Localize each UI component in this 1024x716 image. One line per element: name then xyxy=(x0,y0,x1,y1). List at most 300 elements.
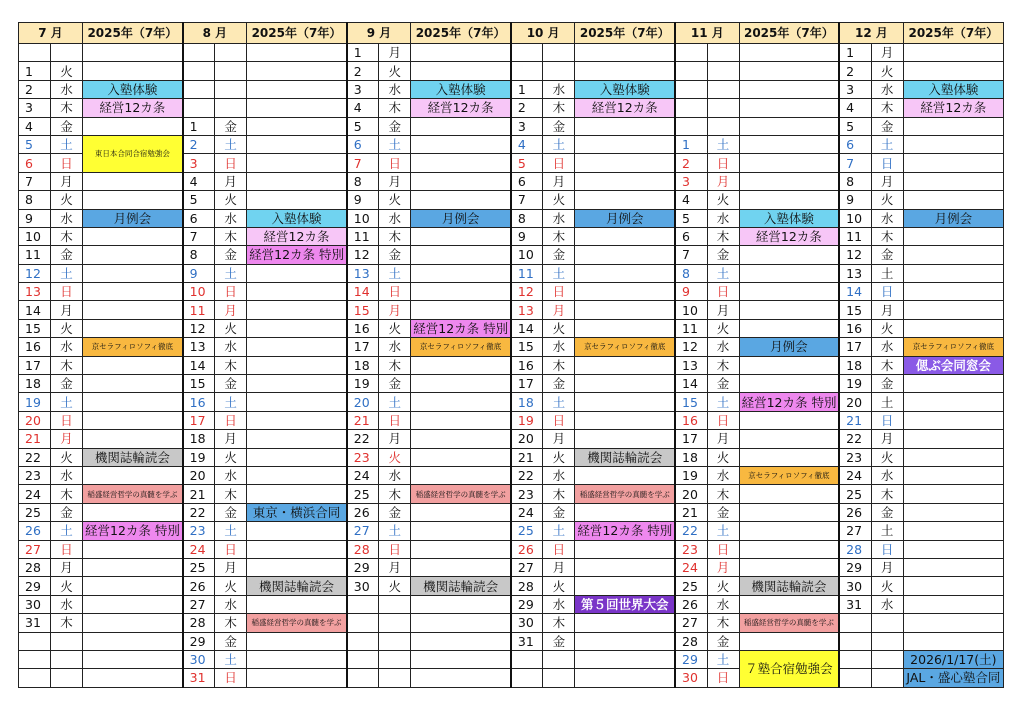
event-cell: 月例会 xyxy=(575,209,675,227)
calendar-row xyxy=(19,614,1004,632)
day-number: 19 xyxy=(511,411,543,429)
day-number: 18 xyxy=(183,430,215,448)
empty-cell xyxy=(83,246,183,264)
day-number: 15 xyxy=(19,319,51,337)
calendar-row xyxy=(19,209,1004,227)
empty-cell xyxy=(411,503,511,521)
empty-cell xyxy=(903,319,1003,337)
day-number: 2 xyxy=(675,154,707,172)
day-number: 28 xyxy=(19,558,51,576)
weekday: 木 xyxy=(543,485,575,503)
event-cell: 機関誌輪読会 xyxy=(575,448,675,466)
weekday: 水 xyxy=(543,80,575,98)
weekday: 火 xyxy=(379,448,411,466)
day-number xyxy=(839,632,871,650)
empty-cell xyxy=(83,191,183,209)
empty-cell xyxy=(739,503,839,521)
day-number: 7 xyxy=(19,172,51,190)
empty-cell xyxy=(411,650,511,668)
day-number xyxy=(511,669,543,687)
weekday: 木 xyxy=(871,99,903,117)
calendar-row xyxy=(19,172,1004,190)
day-number: 22 xyxy=(183,503,215,521)
day-number: 16 xyxy=(511,356,543,374)
weekday: 土 xyxy=(543,135,575,153)
weekday: 金 xyxy=(871,503,903,521)
day-number: 10 xyxy=(183,283,215,301)
day-number: 19 xyxy=(675,466,707,484)
weekday: 火 xyxy=(51,448,83,466)
weekday: 土 xyxy=(51,264,83,282)
day-number: 2 xyxy=(839,62,871,80)
event-cell: 稲盛経営哲学の真髄を学ぶ xyxy=(739,614,839,632)
event-cell: 入塾体験 xyxy=(575,80,675,98)
empty-cell xyxy=(575,614,675,632)
day-number: 15 xyxy=(347,301,379,319)
weekday: 日 xyxy=(379,283,411,301)
day-number: 18 xyxy=(347,356,379,374)
empty-cell xyxy=(903,558,1003,576)
empty-cell xyxy=(903,577,1003,595)
calendar-row xyxy=(19,669,1004,687)
calendar-row xyxy=(19,558,1004,576)
weekday: 土 xyxy=(543,393,575,411)
day-number xyxy=(511,44,543,62)
calendar-row xyxy=(19,411,1004,429)
empty-cell xyxy=(247,522,347,540)
event-cell: 東京・横浜合同 xyxy=(247,503,347,521)
day-number: 6 xyxy=(675,227,707,245)
empty-cell xyxy=(903,393,1003,411)
weekday: 水 xyxy=(379,80,411,98)
weekday: 火 xyxy=(543,191,575,209)
day-number: 23 xyxy=(675,540,707,558)
day-number: 25 xyxy=(19,503,51,521)
day-number xyxy=(511,62,543,80)
weekday: 火 xyxy=(379,62,411,80)
day-number: 20 xyxy=(839,393,871,411)
day-number: 11 xyxy=(839,227,871,245)
calendar-row xyxy=(19,117,1004,135)
empty-cell xyxy=(739,246,839,264)
weekday: 日 xyxy=(871,411,903,429)
day-number: 22 xyxy=(347,430,379,448)
day-number: 22 xyxy=(19,448,51,466)
weekday: 木 xyxy=(215,356,247,374)
event-cell: 経営12カ条 特別 xyxy=(739,393,839,411)
day-number: 4 xyxy=(183,172,215,190)
day-number: 8 xyxy=(511,209,543,227)
day-number: 1 xyxy=(675,135,707,153)
weekday: 火 xyxy=(871,577,903,595)
event-cell: 経営12カ条 特別 xyxy=(575,522,675,540)
day-number: 19 xyxy=(19,393,51,411)
event-cell: 月例会 xyxy=(739,338,839,356)
weekday: 火 xyxy=(707,191,739,209)
weekday: 日 xyxy=(871,154,903,172)
day-number xyxy=(183,62,215,80)
empty-cell xyxy=(903,246,1003,264)
day-number: 1 xyxy=(347,44,379,62)
day-number: 11 xyxy=(511,264,543,282)
weekday: 金 xyxy=(379,503,411,521)
empty-cell xyxy=(411,393,511,411)
weekday: 金 xyxy=(543,503,575,521)
weekday: 月 xyxy=(379,172,411,190)
weekday: 土 xyxy=(51,522,83,540)
weekday: 金 xyxy=(871,117,903,135)
weekday: 日 xyxy=(707,669,739,687)
weekday: 日 xyxy=(215,669,247,687)
calendar-row xyxy=(19,227,1004,245)
day-number: 26 xyxy=(675,595,707,613)
event-cell: 京セラフィロソフィ徹底 xyxy=(739,466,839,484)
empty-cell xyxy=(903,522,1003,540)
day-number: 31 xyxy=(183,669,215,687)
day-number: 11 xyxy=(183,301,215,319)
day-number: 6 xyxy=(183,209,215,227)
weekday xyxy=(707,44,739,62)
weekday: 火 xyxy=(51,319,83,337)
empty-cell xyxy=(575,375,675,393)
day-number: 13 xyxy=(183,338,215,356)
day-number: 14 xyxy=(19,301,51,319)
empty-cell xyxy=(575,117,675,135)
month-label: 10 月 xyxy=(511,23,575,44)
day-number xyxy=(511,650,543,668)
empty-cell xyxy=(247,448,347,466)
day-number: 3 xyxy=(347,80,379,98)
empty-cell xyxy=(247,558,347,576)
empty-cell xyxy=(411,117,511,135)
weekday: 月 xyxy=(543,558,575,576)
empty-cell xyxy=(411,614,511,632)
empty-cell xyxy=(247,80,347,98)
day-number: 29 xyxy=(511,595,543,613)
day-number: 3 xyxy=(183,154,215,172)
weekday: 月 xyxy=(215,430,247,448)
weekday: 月 xyxy=(379,44,411,62)
empty-cell xyxy=(903,411,1003,429)
day-number: 12 xyxy=(19,264,51,282)
empty-cell xyxy=(575,191,675,209)
empty-cell xyxy=(247,338,347,356)
weekday: 日 xyxy=(51,283,83,301)
day-number: 31 xyxy=(19,614,51,632)
empty-cell xyxy=(575,393,675,411)
empty-cell xyxy=(247,669,347,687)
calendar-row xyxy=(19,44,1004,62)
weekday: 土 xyxy=(379,393,411,411)
calendar-row xyxy=(19,246,1004,264)
weekday: 火 xyxy=(215,319,247,337)
day-number: 21 xyxy=(675,503,707,521)
calendar-row xyxy=(19,191,1004,209)
day-number xyxy=(19,669,51,687)
weekday: 火 xyxy=(379,319,411,337)
empty-cell xyxy=(575,44,675,62)
calendar-row xyxy=(19,356,1004,374)
empty-cell xyxy=(83,44,183,62)
weekday: 日 xyxy=(215,411,247,429)
empty-cell xyxy=(903,227,1003,245)
event-cell: 経営12カ条 特別 xyxy=(83,522,183,540)
day-number: 26 xyxy=(347,503,379,521)
empty-cell xyxy=(575,135,675,153)
day-number: 26 xyxy=(19,522,51,540)
empty-cell xyxy=(411,375,511,393)
weekday: 日 xyxy=(379,411,411,429)
weekday: 土 xyxy=(707,393,739,411)
weekday: 土 xyxy=(379,135,411,153)
empty-cell xyxy=(903,154,1003,172)
weekday: 土 xyxy=(215,135,247,153)
day-number: 27 xyxy=(675,614,707,632)
day-number xyxy=(183,80,215,98)
day-number: 18 xyxy=(19,375,51,393)
calendar-row xyxy=(19,540,1004,558)
day-number: 20 xyxy=(511,430,543,448)
empty-cell xyxy=(247,485,347,503)
year-label: 2025年（7年） xyxy=(739,23,839,44)
empty-cell xyxy=(83,319,183,337)
weekday xyxy=(871,614,903,632)
weekday: 月 xyxy=(51,301,83,319)
weekday: 金 xyxy=(543,117,575,135)
empty-cell xyxy=(739,632,839,650)
day-number xyxy=(347,595,379,613)
weekday: 木 xyxy=(215,485,247,503)
calendar-row xyxy=(19,375,1004,393)
day-number: 28 xyxy=(347,540,379,558)
day-number: 27 xyxy=(183,595,215,613)
day-number: 22 xyxy=(839,430,871,448)
day-number: 17 xyxy=(511,375,543,393)
day-number: 30 xyxy=(839,577,871,595)
day-number: 6 xyxy=(19,154,51,172)
day-number: 9 xyxy=(183,264,215,282)
year-label: 2025年（7年） xyxy=(247,23,347,44)
empty-cell xyxy=(411,540,511,558)
event-cell: 東日本合同合宿勉強会 xyxy=(83,135,183,172)
empty-cell xyxy=(83,264,183,282)
weekday xyxy=(707,80,739,98)
empty-cell xyxy=(83,430,183,448)
empty-cell xyxy=(247,99,347,117)
event-cell: 京セラフィロソフィ徹底 xyxy=(903,338,1003,356)
empty-cell xyxy=(575,283,675,301)
day-number: 29 xyxy=(183,632,215,650)
weekday: 月 xyxy=(871,430,903,448)
empty-cell xyxy=(903,44,1003,62)
weekday: 土 xyxy=(871,522,903,540)
weekday: 土 xyxy=(51,135,83,153)
calendar-row xyxy=(19,62,1004,80)
weekday: 月 xyxy=(379,558,411,576)
weekday: 火 xyxy=(543,577,575,595)
day-number: 12 xyxy=(183,319,215,337)
empty-cell xyxy=(83,301,183,319)
day-number: 16 xyxy=(839,319,871,337)
empty-cell xyxy=(739,595,839,613)
empty-cell xyxy=(903,503,1003,521)
event-cell: 月例会 xyxy=(83,209,183,227)
day-number: 23 xyxy=(347,448,379,466)
weekday: 木 xyxy=(51,614,83,632)
day-number: 7 xyxy=(675,246,707,264)
day-number: 18 xyxy=(675,448,707,466)
day-number: 19 xyxy=(183,448,215,466)
empty-cell xyxy=(247,375,347,393)
weekday xyxy=(215,62,247,80)
weekday: 木 xyxy=(871,356,903,374)
event-cell: 経営12カ条 xyxy=(247,227,347,245)
weekday xyxy=(51,44,83,62)
empty-cell xyxy=(575,319,675,337)
weekday: 金 xyxy=(707,246,739,264)
weekday: 木 xyxy=(871,227,903,245)
day-number: 12 xyxy=(511,283,543,301)
empty-cell xyxy=(739,172,839,190)
empty-cell xyxy=(83,503,183,521)
year-label: 2025年（7年） xyxy=(411,23,511,44)
weekday: 木 xyxy=(707,227,739,245)
event-cell: 経営12カ条 xyxy=(83,99,183,117)
weekday: 火 xyxy=(543,448,575,466)
empty-cell xyxy=(247,172,347,190)
weekday: 水 xyxy=(707,209,739,227)
day-number: 11 xyxy=(347,227,379,245)
empty-cell xyxy=(247,430,347,448)
day-number: 1 xyxy=(511,80,543,98)
event-cell: 入塾体験 xyxy=(739,209,839,227)
day-number: 27 xyxy=(19,540,51,558)
weekday: 火 xyxy=(51,191,83,209)
calendar-row xyxy=(19,338,1004,356)
weekday: 木 xyxy=(707,614,739,632)
day-number: 8 xyxy=(347,172,379,190)
weekday: 日 xyxy=(51,411,83,429)
empty-cell xyxy=(575,503,675,521)
day-number: 26 xyxy=(839,503,871,521)
empty-cell xyxy=(575,301,675,319)
weekday: 水 xyxy=(871,80,903,98)
day-number: 8 xyxy=(183,246,215,264)
weekday: 水 xyxy=(215,338,247,356)
empty-cell xyxy=(903,62,1003,80)
day-number: 10 xyxy=(511,246,543,264)
day-number: 24 xyxy=(511,503,543,521)
empty-cell xyxy=(903,466,1003,484)
weekday: 日 xyxy=(379,540,411,558)
weekday: 金 xyxy=(871,375,903,393)
weekday: 金 xyxy=(543,375,575,393)
header-row xyxy=(19,23,1004,44)
day-number: 15 xyxy=(183,375,215,393)
month-label: 12 月 xyxy=(839,23,903,44)
weekday: 木 xyxy=(707,356,739,374)
event-cell: 月例会 xyxy=(411,209,511,227)
empty-cell xyxy=(247,117,347,135)
empty-cell xyxy=(411,154,511,172)
event-cell: 偲ぶ会同窓会 xyxy=(903,356,1003,374)
day-number: 1 xyxy=(839,44,871,62)
event-cell: 入塾体験 xyxy=(83,80,183,98)
empty-cell xyxy=(411,558,511,576)
weekday: 木 xyxy=(379,356,411,374)
weekday: 水 xyxy=(871,466,903,484)
event-cell: 2026/1/17(土) xyxy=(903,650,1003,668)
empty-cell xyxy=(247,466,347,484)
day-number: 30 xyxy=(511,614,543,632)
weekday: 土 xyxy=(215,522,247,540)
empty-cell xyxy=(739,135,839,153)
day-number xyxy=(19,44,51,62)
day-number: 24 xyxy=(19,485,51,503)
calendar-row xyxy=(19,522,1004,540)
empty-cell xyxy=(903,595,1003,613)
weekday: 木 xyxy=(51,485,83,503)
day-number: 27 xyxy=(839,522,871,540)
day-number: 10 xyxy=(839,209,871,227)
empty-cell xyxy=(739,448,839,466)
weekday: 月 xyxy=(379,430,411,448)
day-number: 29 xyxy=(347,558,379,576)
empty-cell xyxy=(903,632,1003,650)
day-number: 13 xyxy=(839,264,871,282)
weekday xyxy=(543,669,575,687)
day-number: 13 xyxy=(511,301,543,319)
empty-cell xyxy=(575,411,675,429)
day-number: 20 xyxy=(347,393,379,411)
weekday: 月 xyxy=(543,430,575,448)
weekday: 木 xyxy=(379,485,411,503)
day-number: 24 xyxy=(839,466,871,484)
weekday: 月 xyxy=(215,558,247,576)
calendar-row xyxy=(19,650,1004,668)
weekday: 金 xyxy=(215,632,247,650)
weekday: 土 xyxy=(871,264,903,282)
day-number: 9 xyxy=(19,209,51,227)
day-number: 2 xyxy=(511,99,543,117)
empty-cell xyxy=(83,614,183,632)
weekday: 土 xyxy=(707,650,739,668)
weekday: 金 xyxy=(543,632,575,650)
weekday: 木 xyxy=(379,227,411,245)
weekday: 金 xyxy=(51,246,83,264)
day-number: 28 xyxy=(183,614,215,632)
event-cell: 稲盛経営哲学の真髄を学ぶ xyxy=(247,614,347,632)
weekday xyxy=(379,650,411,668)
weekday: 火 xyxy=(215,191,247,209)
empty-cell xyxy=(739,99,839,117)
weekday: 金 xyxy=(215,246,247,264)
day-number: 3 xyxy=(675,172,707,190)
weekday: 月 xyxy=(871,44,903,62)
day-number: 26 xyxy=(511,540,543,558)
weekday: 金 xyxy=(51,503,83,521)
empty-cell xyxy=(247,411,347,429)
day-number: 23 xyxy=(511,485,543,503)
day-number: 25 xyxy=(347,485,379,503)
day-number: 5 xyxy=(511,154,543,172)
day-number: 23 xyxy=(19,466,51,484)
day-number: 11 xyxy=(19,246,51,264)
empty-cell xyxy=(411,356,511,374)
empty-cell xyxy=(739,319,839,337)
calendar-row xyxy=(19,595,1004,613)
weekday: 日 xyxy=(707,154,739,172)
